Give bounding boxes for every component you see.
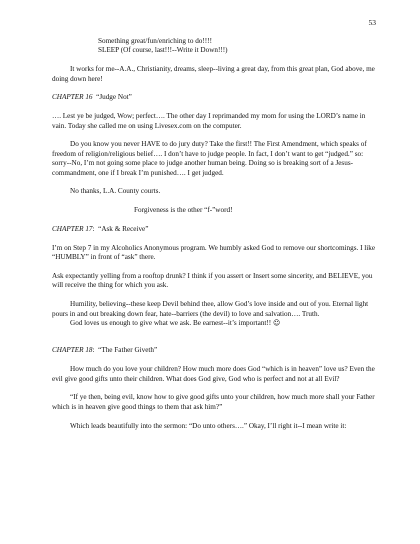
chapter-title: “The Father Giveth”: [98, 346, 158, 355]
paragraph-humility: Humility, believing--these keep Devil behind thee, allow God’s love inside and out of you. Eternal light pours in and out breaking down fear, hate--barriers (the devil) to love and salvation…. Truth.: [52, 300, 369, 318]
list-line: SLEEP (Of course, last!!!--Write it Down!!!): [98, 46, 228, 55]
paragraph-jury: Do you know you never HAVE to do jury duty? Take the first!! The First Amendment, which speaks of freedom of religion/religious belief…. I don’t have to judge people. In fact, I don’t want to get “judged.” so: sorry--No, I’m not going some place to judge another human being. Doing so is breaking sort of a Jesus-commandment, one if I break I’m punished…. I get judged.: [52, 140, 367, 177]
paragraph-works: It works for me--A.A., Christianity, dreams, sleep--living a great day, from this great plan, God above, me doing down here!: [52, 65, 375, 83]
top-list: [52, 37, 376, 56]
paragraph-no-thanks: No thanks, L.A. County courts.: [70, 187, 161, 196]
paragraph-if-ye: “If ye then, being evil, know how to give good gifts unto your children, how much more shall your Father which is in heaven give good things to them that ask him?”: [52, 393, 375, 411]
god-loves-text: God loves us enough to give what we ask. Be earnest--it’s important!!: [70, 319, 272, 328]
smiley-icon: ☺: [273, 319, 281, 328]
chapter-label: CHAPTER 18: [52, 346, 93, 355]
paragraph-how-much: How much do you love your children? How much more does God “which is in heaven” love us? Even the evil give good gifts unto their children. What does God give, God who is perfect and not at all Evil?: [52, 365, 375, 383]
list-line: Something great/fun/enriching to do!!!!: [98, 37, 212, 45]
paragraph-forgiveness: Forgiveness is the other “f-”word!: [134, 206, 233, 215]
page-number: 53: [368, 18, 376, 27]
chapter-16-heading: [52, 93, 376, 102]
chapter-label: CHAPTER 17: [52, 225, 93, 234]
chapter-17-heading: CHAPTER 17: “Ask & Receive”: [52, 225, 149, 234]
chapter-18-heading: CHAPTER 18: “The Father Giveth”: [52, 346, 158, 355]
paragraph-which: Which leads beautifully into the sermon: “Do unto others….” Okay, I’ll right it--I mean write it:: [70, 421, 347, 430]
chapter-title: “Judge Not”: [96, 93, 132, 102]
paragraph-ask: Ask expectantly yelling from a rooftop drunk? I think if you assert or Insert some sincerity, and BELIEVE, you will receive the thing for which you ask.: [52, 272, 373, 290]
paragraph-step7: I’m on Step 7 in my Alcoholics Anonymous program. We humbly asked God to remove our shortcomings. I like “HUMBLY” in front of “ask” there.: [52, 243, 376, 262]
chapter-label: CHAPTER 16: [52, 93, 93, 102]
chapter-title: “Ask & Receive”: [98, 225, 149, 234]
paragraph-god-loves: [52, 319, 376, 328]
paragraph-lest: …. Lest ye be judged, Wow; perfect…. The other day I reprimanded my mom for using the LORD’s name in vain. Today she called me on using Livesex.com on the computer.: [52, 112, 366, 130]
